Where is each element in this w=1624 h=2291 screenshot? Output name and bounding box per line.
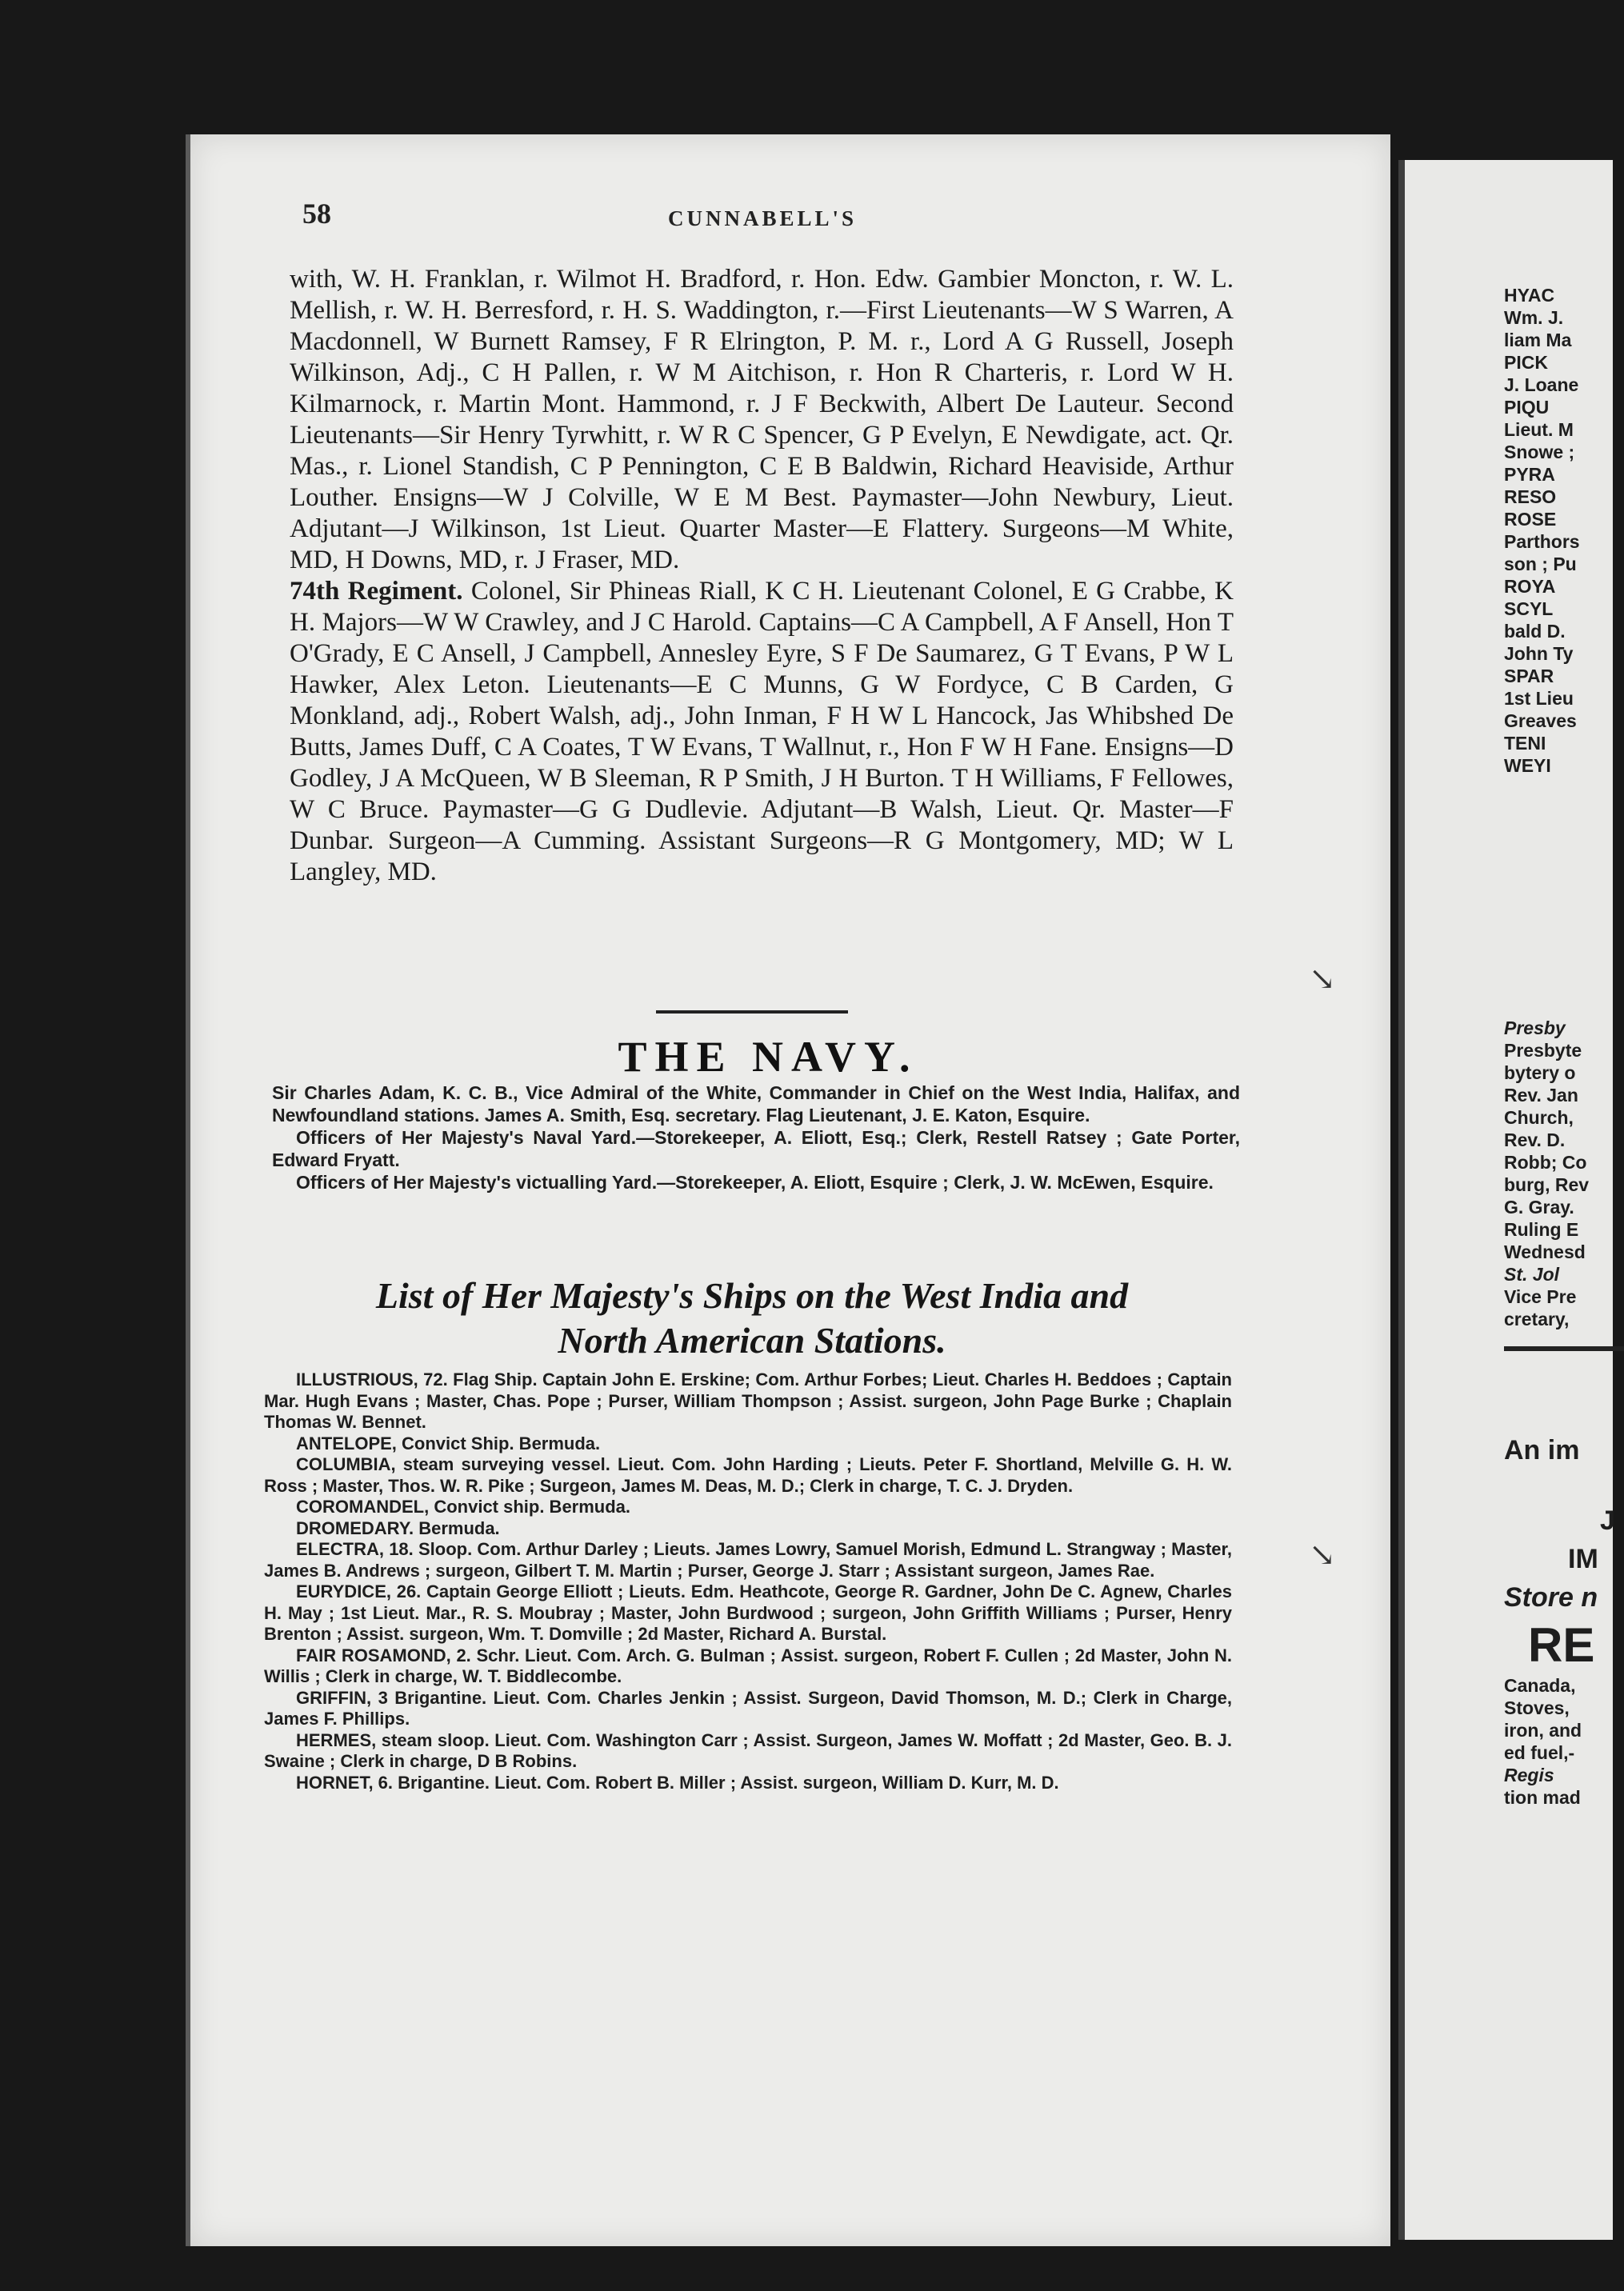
ship-entry: ANTELOPE, Convict Ship. Bermuda.: [296, 1433, 601, 1453]
right-line: ROSE: [1504, 509, 1557, 530]
right-line: Wm. J.: [1504, 307, 1564, 328]
regiment-listing: [290, 264, 1234, 888]
right-line: Store n: [1504, 1582, 1598, 1613]
right-line: Robb; Co: [1504, 1152, 1587, 1173]
right-line: Stoves,: [1504, 1697, 1570, 1718]
margin-mark: ↘: [1309, 1537, 1336, 1573]
spacer: [1504, 777, 1624, 1017]
right-page-text: [1504, 284, 1624, 1809]
right-line: An im: [1504, 1435, 1580, 1465]
navy-paragraph: Officers of Her Majesty's Naval Yard.—Storekeeper, A. Eliott, Esq.; Clerk, Restell Ratsey ; Gate Porter, Edward Fryatt.: [272, 1127, 1240, 1170]
ship-entry: DROMEDARY. Bermuda.: [296, 1517, 500, 1538]
regiment-continued-paragraph: with, W. H. Franklan, r. Wilmot H. Bradford, r. Hon. Edw. Gambier Moncton, r. W. L. Mellish, r. W. H. Berresford, r. H. S. Waddington, r.—First Lieutenants—W S Warren, A Macdonnell, W Burnett Ramsey, F R Elrington, P. M. r., Lord A G Russell, Joseph Wilkinson, Adj., C H Pallen, r. W M Aitchison, r. Hon R Charteris, r. Lord W H. Kilmarnock, r. Martin Mont. Hammond, r. J F Beckwith, Albert De Lauteur. Second Lieutenants—Sir Henry Tyrwhitt, r. W R C Spencer, G P Evelyn, E Newdigate, act. Qr. Mas., r. Lionel Standish, C P Pennington, C E B Baldwin, Richard Heaviside, Arthur Louther. Ensigns—W J Colville, W E M Best. Paymaster—John Newbury, Lieut. Adjutant—J Wilkinson, 1st Lieut. Quarter Master—E Flattery. Surgeons—M White, MD, H Downs, MD, r. J Fraser, MD.: [290, 265, 1234, 574]
right-line: son ; Pu: [1504, 554, 1577, 574]
right-line: St. Jol: [1504, 1264, 1560, 1285]
ship-entry: FAIR ROSAMOND, 2. Schr. Lieut. Com. Arch. G. Bulman ; Assist. surgeon, Robert F. Cullen ; 2d Master, John N. Willis ; Clerk in charge, W. T. Biddlecombe.: [264, 1645, 1232, 1686]
right-line: Rev. D.: [1504, 1130, 1566, 1150]
ship-entry: ILLUSTRIOUS, 72. Flag Ship. Captain John E. Erskine; Com. Arthur Forbes; Lieut. Charles H. Beddoes ; Captain Mar. Hugh Evans ; Master, Chas. Pope ; Purser, William Thompson ; Assist. surgeon, John Page Burke ; Chaplain Thomas W. Bennet.: [264, 1369, 1232, 1432]
right-line: WEYI: [1504, 755, 1551, 776]
right-line: Snowe ;: [1504, 442, 1575, 462]
right-line: Presby: [1504, 1018, 1566, 1038]
right-line: bytery o: [1504, 1062, 1576, 1083]
spacer: [1504, 1469, 1624, 1501]
right-line: ed fuel,-: [1504, 1742, 1575, 1763]
regiment-74-text: Colonel, Sir Phineas Riall, K C H. Lieutenant Colonel, E G Crabbe, K H. Majors—W W Crawley, and J C Harold. Captains—C A Campbell, A F Ansell, Hon T O'Grady, E C Ansell, J Campbell, Annesley Eyre, S F De Saumarez, G T Evans, P W L Hawker, Alex Leton. Lieutenants—E C Munns, G W Fordyce, C B Carden, G Monkland, adj., Robert Walsh, adj., John Inman, F H W L Hancock, Jas Whibshed De Butts, James Duff, C A Coates, T W Evans, T Wallnut, r., Hon F W H Fane. Ensigns—D Godley, J A McQueen, W B Sleeman, R P Smith, J H Burton. T H Williams, F Fellowes, W C Bruce. Paymaster—G G Dudlevie. Adjutant—B Walsh, Lieut. Qr. Master—F Dunbar. Surgeon—A Cumming. Assistant Surgeons—R G Montgomery, MD; W L Langley, MD.: [290, 577, 1234, 886]
ship-entry: HORNET, 6. Brigantine. Lieut. Com. Robert B. Miller ; Assist. surgeon, William D. Kurr, M. D.: [296, 1772, 1059, 1793]
right-line: bald D.: [1504, 621, 1566, 642]
navy-paragraph: Officers of Her Majesty's victualling Yard.—Storekeeper, A. Eliott, Esquire ; Clerk, J. W. McEwen, Esquire.: [296, 1172, 1214, 1193]
ship-list: [264, 1369, 1232, 1793]
regiment-74-heading: 74th Regiment.: [290, 577, 463, 606]
right-line: Rev. Jan: [1504, 1085, 1578, 1106]
right-line: liam Ma: [1504, 330, 1572, 350]
ships-heading-line: List of Her Majesty's Ships on the West India and: [375, 1275, 1129, 1316]
right-line: Vice Pre: [1504, 1286, 1577, 1307]
margin-mark: ↘: [1309, 961, 1336, 997]
right-line: Parthors: [1504, 531, 1580, 552]
running-head: CUNNABELL'S: [668, 206, 858, 230]
right-line: Canada,: [1504, 1675, 1576, 1696]
right-line: G. Gray.: [1504, 1197, 1574, 1217]
right-line: RE: [1528, 1618, 1595, 1672]
right-line: PICK: [1504, 352, 1548, 373]
ships-heading: [272, 1273, 1232, 1363]
right-line: ROYA: [1504, 576, 1556, 597]
regiment-74-paragraph: [290, 576, 1234, 888]
right-line: Regis: [1504, 1765, 1554, 1785]
right-line: PYRA: [1504, 464, 1555, 485]
ship-entry: EURYDICE, 26. Captain George Elliott ; Lieuts. Edm. Heathcote, George R. Gardner, John De C. Agnew, Charles H. May ; 1st Lieut. Mar., R. S. Moubray ; Master, John Burdwood ; surgeon, John Griffith Williams ; Purser, Henry Brenton ; Assist. surgeon, Wm. T. Domville ; 2d Master, Richard A. Burstal.: [264, 1581, 1232, 1644]
ship-entry: HERMES, steam sloop. Lieut. Com. Washington Carr ; Assist. Surgeon, James W. Moffatt ; 2d Master, Geo. B. J. Swaine ; Clerk in charge, D B Robins.: [264, 1729, 1232, 1771]
right-line: Presbyte: [1504, 1040, 1582, 1061]
right-rule: [1504, 1346, 1624, 1351]
right-line: tion mad: [1504, 1787, 1581, 1808]
right-line: J: [1600, 1505, 1615, 1536]
right-line: HYAC: [1504, 285, 1555, 306]
ships-heading-line: North American Stations.: [558, 1320, 946, 1361]
ship-entry: COROMANDEL, Convict ship. Bermuda.: [296, 1497, 631, 1517]
right-line: Wednesd: [1504, 1241, 1586, 1262]
ship-entry: COLUMBIA, steam surveying vessel. Lieut. Com. John Harding ; Lieuts. Peter F. Shortland, Melville G. H. W. Ross ; Master, Thos. W. R. Pike ; Surgeon, James M. Deas, M. D.; Clerk in charge, T. C. J. Dryden.: [264, 1454, 1232, 1496]
navy-paragraph: Sir Charles Adam, K. C. B., Vice Admiral of the White, Commander in Chief on the West India, Halifax, and Newfoundland stations. James A. Smith, Esq. secretary. Flag Lieutenant, J. E. Katon, Esquire.: [272, 1082, 1240, 1126]
right-line: J. Loane: [1504, 374, 1579, 395]
right-line: Lieut. M: [1504, 419, 1574, 440]
right-line: Greaves: [1504, 710, 1577, 731]
ship-entry: ELECTRA, 18. Sloop. Com. Arthur Darley ; Lieuts. James Lowry, Samuel Morish, Edmund L. Strangway ; Master, James B. Andrews ; surgeon, Gilbert T. M. Martin ; Purser, George J. Starr ; Assistant surgeon, James Rae.: [264, 1539, 1232, 1581]
right-line: RESO: [1504, 486, 1557, 507]
right-line: Ruling E: [1504, 1219, 1579, 1240]
right-line: cretary,: [1504, 1309, 1570, 1329]
right-line: IM: [1568, 1544, 1598, 1574]
right-line: TENI: [1504, 733, 1546, 754]
right-line: 1st Lieu: [1504, 688, 1574, 709]
navy-officers: [272, 1082, 1240, 1193]
right-line: SCYL: [1504, 598, 1554, 619]
spacer: [1504, 1375, 1624, 1431]
right-line: SPAR: [1504, 666, 1554, 686]
right-line: burg, Rev: [1504, 1174, 1590, 1195]
page-number: 58: [302, 198, 331, 230]
right-line: Church,: [1504, 1107, 1574, 1128]
right-line: John Ty: [1504, 643, 1574, 664]
right-line: PIQU: [1504, 397, 1550, 418]
navy-title: THE NAVY.: [618, 1033, 918, 1081]
ship-entry: GRIFFIN, 3 Brigantine. Lieut. Com. Charles Jenkin ; Assist. Surgeon, David Thomson, M. D.; Clerk in Charge, James F. Phillips.: [264, 1687, 1232, 1729]
right-line: iron, and: [1504, 1720, 1582, 1741]
section-rule: [656, 1010, 848, 1014]
